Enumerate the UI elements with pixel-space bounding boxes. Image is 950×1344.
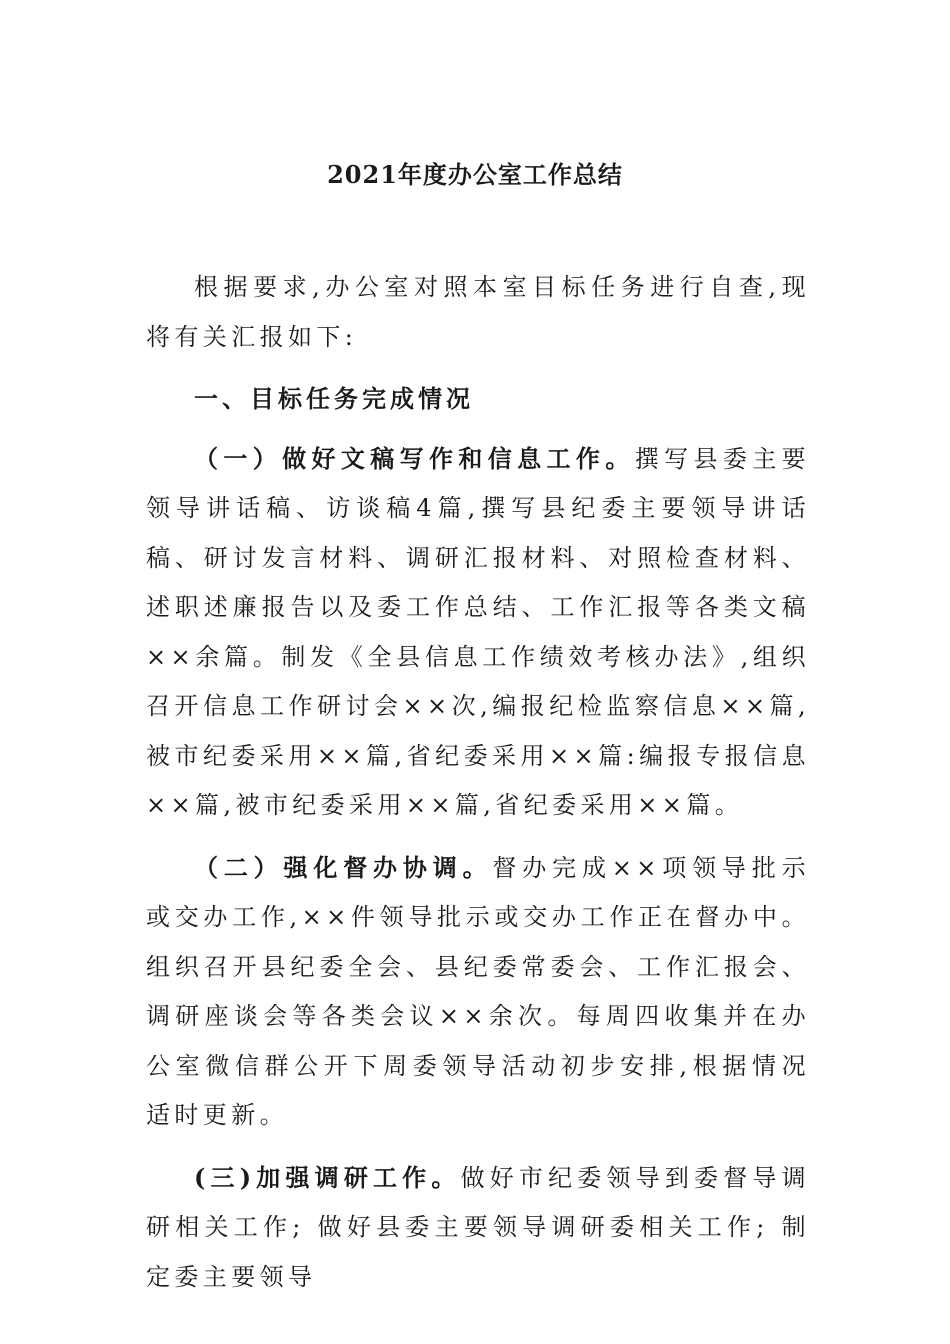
item-text-1: 撰写县委主要领导讲话稿、访谈稿4篇,撰写县纪委主要领导讲话稿、研讨发言材料、调研汇报材料、对照检查材料、述职述廉报告以及委工作总结、工作汇报等各类文稿××余篇。制发《全县信息工作绩效考核办法》,组织召开信息工作研讨会××次,编报纪检监察信息××篇,被市纪委采用××篇,省纪委采用××篇:编报专报信息××篇,被市纪委采用××篇,省纪委采用××篇。: [146, 444, 811, 819]
item-paragraph-3: [146, 1153, 810, 1303]
item-paragraph-2: [146, 843, 810, 1141]
document-title: 2021年度办公室工作总结: [327, 160, 623, 189]
item-lead-1: （一）做好文稿写作和信息工作。: [194, 443, 635, 473]
item-text-2: 督办完成××项领导批示或交办工作,××件领导批示或交办工作正在督办中。组织召开县纪委全会、县纪委常委会、工作汇报会、调研座谈会等各类会议××余次。每周四收集并在办公室微信群公开下周委领导活动初步安排,根据情况适时更新。: [146, 853, 811, 1129]
item-lead-2: （二）强化督办协调。: [194, 852, 493, 882]
document-body: [146, 263, 810, 1314]
section-heading: 一、目标任务完成情况: [194, 384, 474, 413]
item-lead-3: (三)加强调研工作。: [194, 1162, 461, 1192]
item-text-3: 做好市纪委领导到委督导调研相关工作; 做好县委主要领导调研委相关工作; 制定委主要领导: [146, 1163, 810, 1291]
item-paragraph-1: [146, 434, 810, 831]
intro-paragraph: 根据要求,办公室对照本室目标任务进行自查,现将有关汇报如下:: [146, 273, 810, 351]
